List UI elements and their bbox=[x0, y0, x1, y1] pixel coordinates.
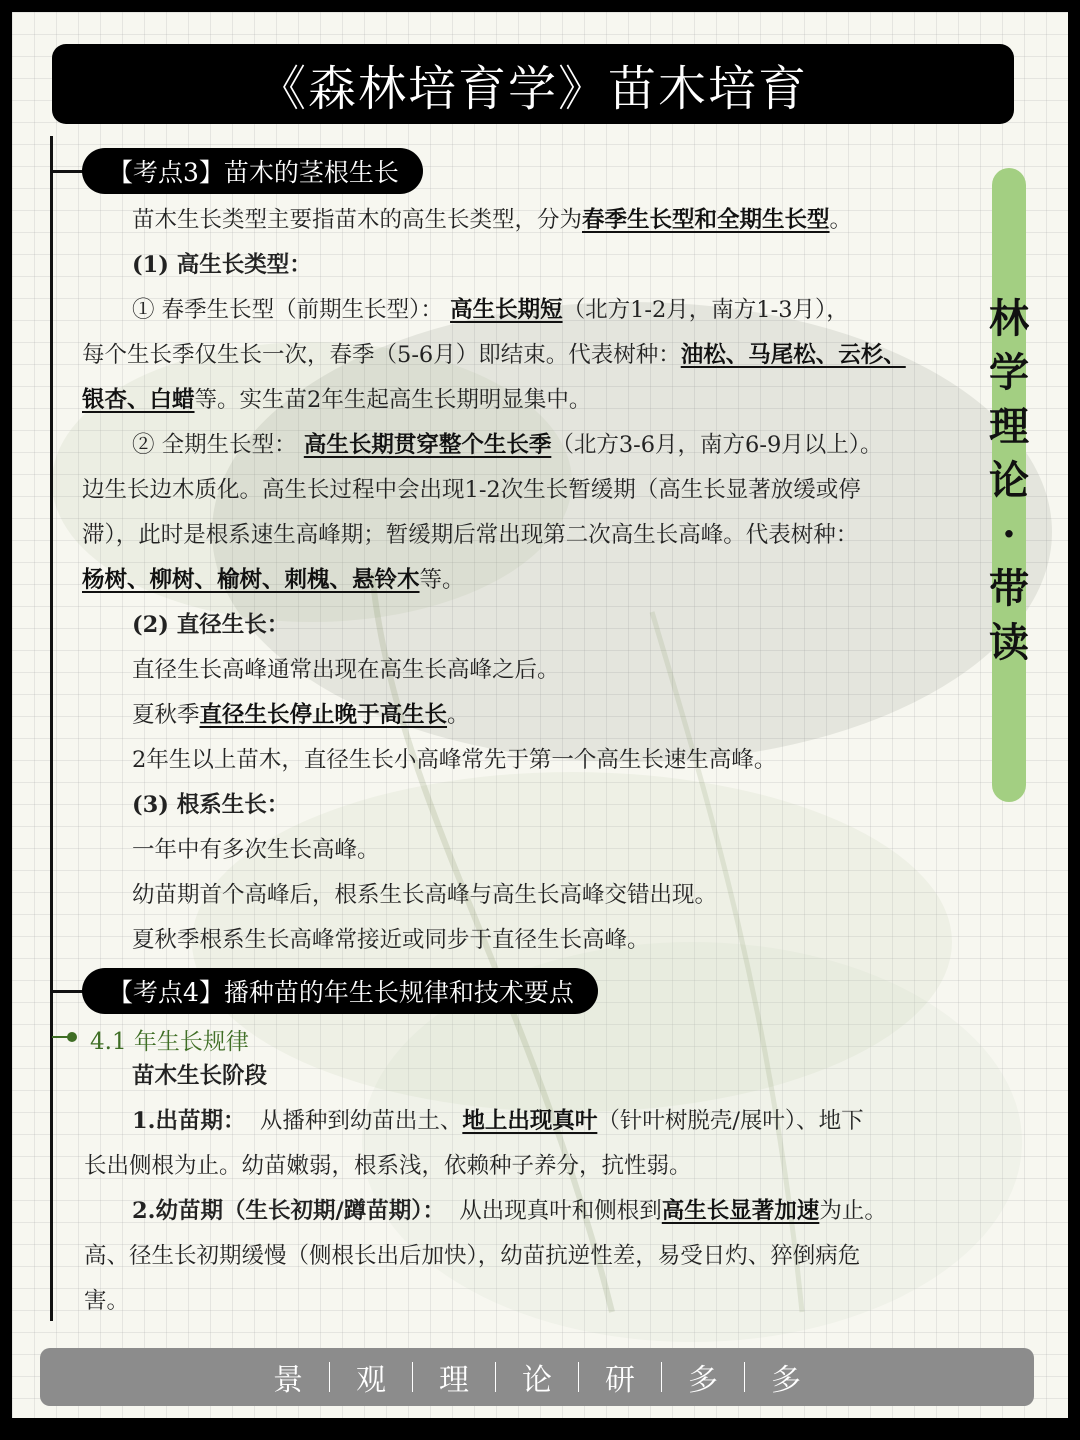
paragraph: 害。 bbox=[84, 1288, 130, 1314]
side-label-char: 读 bbox=[989, 619, 1029, 666]
footer-char: 观 bbox=[356, 1363, 386, 1398]
key-phrase: 地上出现真叶 bbox=[462, 1108, 598, 1134]
paragraph: 高、径生长初期缓慢（侧根长出后加快），幼苗抗逆性差，易受日灼、猝倒病危 bbox=[84, 1243, 861, 1269]
paragraph: 银杏、白蜡等。实生苗2年生起高生长期明显集中。 bbox=[82, 387, 592, 413]
paragraph: 2.幼苗期（生长初期/蹲苗期）： 从出现真叶和侧根到高生长显著加速为止。 bbox=[132, 1198, 887, 1224]
key-phrase: 高生长期贯穿整个生长季 bbox=[303, 432, 552, 458]
subheading: (1) 高生长类型： bbox=[132, 252, 312, 278]
paragraph: 夏秋季根系生长高峰常接近或同步于直径生长高峰。 bbox=[132, 927, 650, 953]
section3-header: 【考点3】苗木的茎根生长 bbox=[82, 148, 423, 194]
subheading: 苗木生长阶段 bbox=[132, 1063, 268, 1089]
subheading: (3) 根系生长： bbox=[132, 792, 290, 818]
footer-char: 理 bbox=[439, 1363, 469, 1398]
section4-header: 【考点4】播种苗的年生长规律和技术要点 bbox=[82, 968, 598, 1014]
footer-bar bbox=[40, 1348, 1034, 1406]
side-label-char: 论 bbox=[989, 457, 1029, 504]
paragraph: 长出侧根为止。幼苗嫩弱，根系浅，依赖种子养分，抗性弱。 bbox=[84, 1153, 692, 1179]
key-phrase: 高生长期短 bbox=[450, 297, 563, 323]
paragraph: 每个生长季仅生长一次，春季（5-6月）即结束。代表树种：油松、马尾松、云杉、 bbox=[82, 342, 906, 368]
paragraph: 苗木生长类型主要指苗木的高生长类型，分为春季生长型和全期生长型。 bbox=[132, 207, 853, 233]
paragraph: 边生长边木质化。高生长过程中会出现1-2次生长暂缓期（高生长显著放缓或停 bbox=[82, 477, 861, 503]
side-label-char: · bbox=[1002, 511, 1016, 558]
side-label-char: 学 bbox=[989, 349, 1029, 396]
key-phrase: 春季生长型和全期生长型 bbox=[582, 207, 830, 233]
paragraph: 2年生以上苗木，直径生长小高峰常先于第一个高生长速生高峰。 bbox=[132, 747, 777, 773]
footer-char: 景 bbox=[273, 1363, 303, 1398]
page bbox=[12, 12, 1068, 1418]
subhead-bullet bbox=[67, 1032, 77, 1042]
key-phrase: 直径生长停止晚于高生长 bbox=[199, 702, 448, 728]
key-phrase: 杨树、柳树、榆树、刺槐、悬铃木 bbox=[82, 567, 420, 593]
footer-char: 多 bbox=[771, 1363, 801, 1398]
paragraph: 幼苗期首个高峰后，根系生长高峰与高生长高峰交错出现。 bbox=[132, 882, 718, 908]
footer-char: 论 bbox=[522, 1363, 552, 1398]
timeline-spine bbox=[50, 136, 53, 1321]
paragraph: 滞），此时是根系速生高峰期；暂缓期后常出现第二次高生长高峰。代表树种： bbox=[82, 522, 859, 548]
paragraph: ② 全期生长型： 高生长期贯穿整个生长季（北方3-6月，南方6-9月以上）。 bbox=[132, 432, 883, 458]
key-phrase: 油松、马尾松、云杉、 bbox=[680, 342, 906, 368]
side-label-char: 林 bbox=[989, 295, 1029, 342]
footer-char: 研 bbox=[605, 1363, 635, 1398]
paragraph: 夏秋季直径生长停止晚于高生长。 bbox=[132, 702, 470, 728]
key-phrase: 高生长显著加速 bbox=[661, 1198, 820, 1224]
section4-subhead: 4.1 年生长规律 bbox=[90, 1029, 249, 1055]
paragraph: ① 春季生长型（前期生长型）： 高生长期短（北方1-2月，南方1-3月）， bbox=[132, 297, 849, 323]
key-phrase: 银杏、白蜡 bbox=[82, 387, 195, 413]
side-label-char: 带 bbox=[989, 565, 1029, 612]
page-title: 《森林培育学》苗木培育 bbox=[52, 44, 1014, 124]
paragraph: 直径生长高峰通常出现在高生长高峰之后。 bbox=[132, 657, 560, 683]
paragraph: 杨树、柳树、榆树、刺槐、悬铃木等。 bbox=[82, 567, 465, 593]
side-label-char: 理 bbox=[989, 403, 1029, 450]
paragraph: 一年中有多次生长高峰。 bbox=[132, 837, 380, 863]
side-label bbox=[980, 292, 1038, 670]
subheading: (2) 直径生长： bbox=[132, 612, 290, 638]
paragraph: 1.出苗期： 从播种到幼苗出土、地上出现真叶（针叶树脱壳/展叶）、地下 bbox=[132, 1108, 864, 1134]
footer-char: 多 bbox=[688, 1363, 718, 1398]
